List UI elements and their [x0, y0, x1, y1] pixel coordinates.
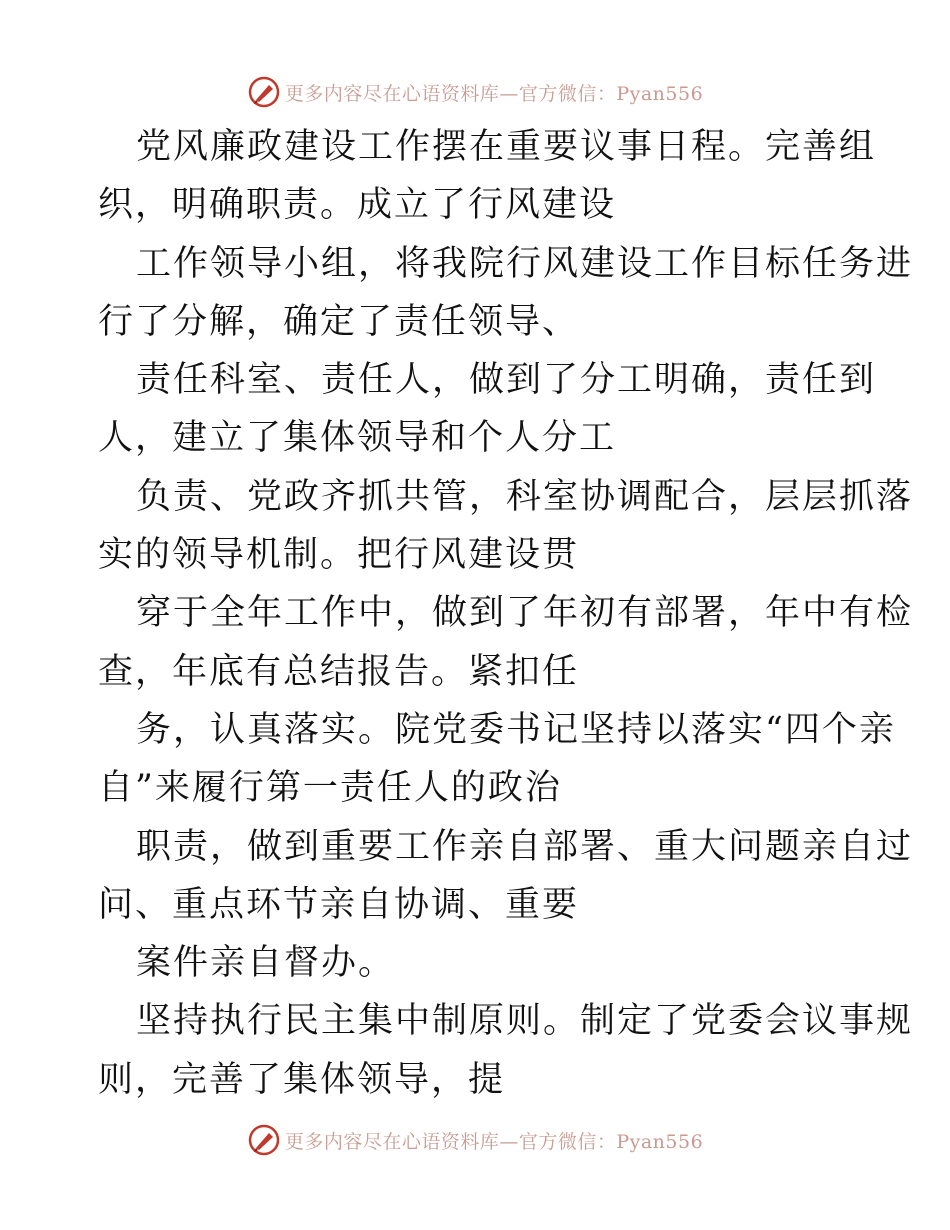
text-line: 查，年底有总结报告。紧扣任	[98, 651, 580, 692]
text-line: 务，认真落实。院党委书记坚持以落实“四个亲	[136, 709, 896, 750]
watermark-top	[0, 72, 950, 112]
text-line: 负责、党政齐抓共管，科室协调配合，层层抓落	[136, 476, 914, 517]
watermark-bottom	[0, 1120, 950, 1160]
text-line: 人，建立了集体领导和个人分工	[98, 418, 617, 459]
text-line: 穿于全年工作中，做到了年初有部署，年中有检	[136, 593, 914, 634]
document-body	[98, 118, 914, 1109]
text-line: 坚持执行民主集中制原则。制定了党委会议事规	[136, 1001, 914, 1042]
pen-nib-logo-icon	[247, 75, 281, 109]
watermark-text-bottom: 更多内容尽在心语资料库—官方微信：Pyan556	[284, 1130, 704, 1153]
pen-nib-logo-icon	[247, 1123, 281, 1157]
text-line: 责任科室、责任人，做到了分工明确，责任到	[136, 360, 877, 401]
text-line: 问、重点环节亲自协调、重要	[98, 884, 580, 925]
text-line: 织，明确职责。成立了行风建设	[98, 185, 617, 226]
text-line: 职责，做到重要工作亲自部署、重大问题亲自过	[136, 826, 914, 867]
text-line: 工作领导小组，将我院行风建设工作目标任务进	[136, 243, 914, 284]
text-line: 自”来履行第一责任人的政治	[98, 768, 562, 809]
text-line: 案件亲自督办。	[136, 943, 396, 984]
watermark-text-top: 更多内容尽在心语资料库—官方微信：Pyan556	[284, 82, 704, 105]
text-line: 行了分解，确定了责任领导、	[98, 301, 580, 342]
text-line: 党风廉政建设工作摆在重要议事日程。完善组	[136, 127, 877, 167]
text-line: 实的领导机制。把行风建设贯	[98, 535, 580, 576]
text-line: 则，完善了集体领导，提	[98, 1059, 506, 1100]
